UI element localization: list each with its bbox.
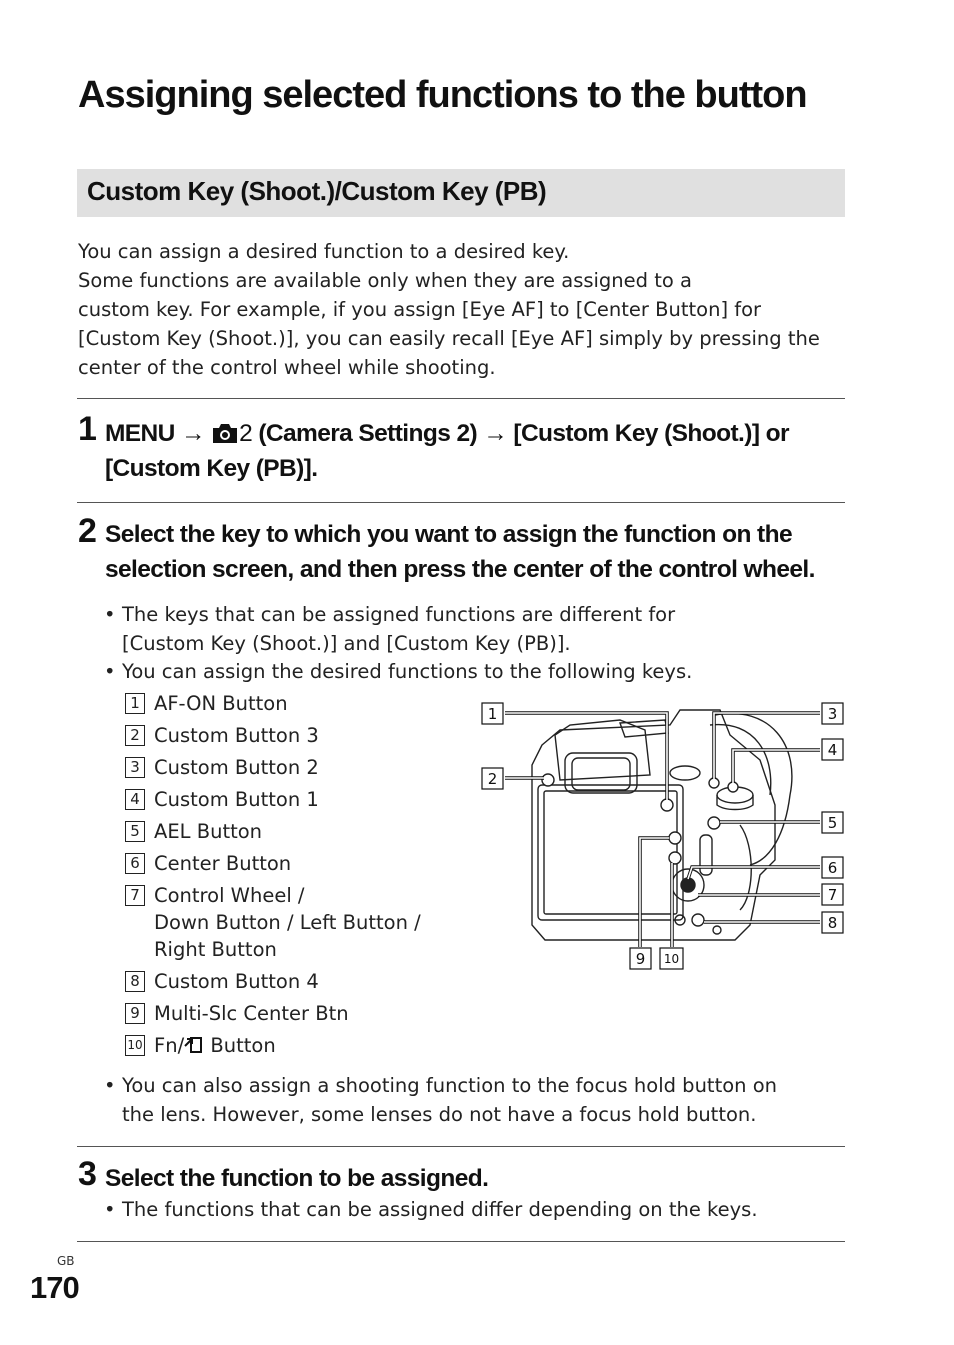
step-1-line-2: [Custom Key (PB)]. [105, 455, 318, 482]
region-label: GB [57, 1254, 75, 1268]
leader-line-6 [688, 867, 820, 879]
grip-detail [700, 835, 712, 875]
key-number-box: 4 [125, 789, 145, 810]
divider [77, 1146, 845, 1147]
step-1-menu-item: [Custom Key (Shoot.)] or [513, 420, 789, 447]
lcd-inner [544, 791, 677, 914]
key-number-box: 1 [125, 693, 145, 714]
key-label: AF-ON Button [154, 692, 288, 715]
callout-5 [822, 812, 843, 833]
step-1-number: 1 [78, 410, 97, 448]
ael-button [708, 817, 720, 829]
lens-outline [715, 713, 792, 865]
intro-line: Some functions are available only when they are assigned to a [78, 269, 692, 292]
intro-paragraph [78, 237, 848, 382]
hot-shoe [620, 720, 668, 737]
bullet-text: You can also assign a shooting function to the focus hold button on [122, 1074, 777, 1097]
callout-3 [822, 703, 843, 724]
bullet-item: • You can assign the desired functions to the following keys. [104, 658, 692, 687]
key-item [125, 818, 465, 845]
callout-8 [822, 912, 843, 933]
leader-line-9 [640, 838, 669, 947]
camera-body-outline [532, 710, 775, 940]
bullet-item [104, 601, 692, 658]
key-number-box: 2 [125, 725, 145, 746]
menu-label: MENU [105, 420, 175, 447]
key-list [125, 690, 465, 1064]
key-number-box: 5 [125, 821, 145, 842]
key-label: Control Wheel / Down Button / Left Button / Right Button [154, 884, 421, 961]
step-1-menu-name: (Camera Settings 2) [258, 420, 478, 447]
step-2-number: 2 [78, 512, 97, 550]
svg-text:7: 7 [827, 886, 838, 904]
key-label: Custom Button 3 [154, 724, 319, 747]
key-number-box: 9 [125, 1003, 145, 1024]
key-label: Custom Button 1 [154, 788, 319, 811]
svg-text:10: 10 [663, 952, 680, 966]
camera-tab-number: 2 [239, 420, 253, 447]
key-item [125, 882, 465, 963]
svg-text:4: 4 [827, 741, 838, 759]
custom-button-3 [542, 774, 554, 786]
svg-text:3: 3 [827, 705, 838, 723]
arrow-icon: → [483, 420, 508, 447]
center-button [681, 878, 695, 892]
svg-text:8: 8 [827, 914, 838, 932]
key-label [154, 1032, 276, 1059]
page-number: 170 [30, 1270, 79, 1305]
intro-line: custom key. For example, if you assign [Eye AF] to [Center Button] for [78, 298, 762, 321]
bullet-text: [Custom Key (Shoot.)] and [Custom Key (PB)]. [122, 631, 571, 655]
key-item [125, 1000, 465, 1027]
callout-10 [660, 948, 683, 969]
key-number-box: 7 [125, 885, 145, 906]
custom-button-4 [692, 914, 704, 926]
key-item [125, 690, 465, 717]
intro-line: center of the control wheel while shooting. [78, 356, 496, 379]
send-to-smartphone-icon [184, 1034, 204, 1054]
step-1-line-1 [105, 416, 789, 451]
camera-back-diagram [470, 695, 850, 980]
step-2-line-2: selection screen, and then press the center of the control wheel. [105, 556, 815, 583]
bullet-item [104, 1072, 777, 1129]
callout-4 [822, 739, 843, 760]
page-title: Assigning selected functions to the button [78, 74, 807, 116]
divider [77, 502, 845, 503]
step-2-bullets [104, 601, 692, 687]
key-label: Multi-Slc Center Btn [154, 1002, 349, 1025]
key-item [125, 786, 465, 813]
key-item [125, 850, 465, 877]
key-item [125, 722, 465, 749]
key-number-box: 3 [125, 757, 145, 778]
callout-9 [630, 948, 651, 969]
key-label: Center Button [154, 852, 292, 875]
key-number-box: 10 [125, 1035, 145, 1056]
custom-button-1 [728, 782, 738, 792]
af-on-button [661, 799, 673, 811]
fn-button [669, 852, 681, 864]
key-item [125, 1032, 465, 1059]
step-3-number: 3 [78, 1155, 97, 1193]
multi-slc-button [669, 832, 681, 844]
callout-2 [482, 768, 503, 789]
intro-line: You can assign a desired function to a desired key. [78, 240, 570, 263]
exposure-dial [670, 766, 700, 780]
key-number-box: 6 [125, 853, 145, 874]
key-label-text: Fn/ [154, 1034, 185, 1057]
custom-button-2 [709, 778, 719, 788]
leader-line-4 [733, 750, 820, 783]
step-2-extra-bullets [104, 1072, 777, 1129]
svg-text:1: 1 [487, 705, 498, 723]
key-label: Custom Button 4 [154, 970, 319, 993]
svg-text:6: 6 [827, 859, 838, 877]
callout-6 [822, 857, 843, 878]
key-item [125, 754, 465, 781]
section-title: Custom Key (Shoot.)/Custom Key (PB) [87, 176, 547, 206]
camera-icon [211, 422, 239, 444]
bullet-item: • The functions that can be assigned differ depending on the keys. [104, 1196, 758, 1225]
step-3-title: Select the function to be assigned. [105, 1165, 489, 1192]
svg-text:5: 5 [827, 814, 838, 832]
key-item [125, 968, 465, 995]
callout-7 [822, 884, 843, 905]
bullet-text: the lens. However, some lenses do not have a focus hold button. [122, 1102, 757, 1126]
key-label: AEL Button [154, 820, 263, 843]
intro-line: [Custom Key (Shoot.)], you can easily recall [Eye AF] simply by pressing the [78, 327, 820, 350]
divider [77, 1241, 845, 1242]
bullet-text: The keys that can be assigned functions are different for [122, 603, 676, 626]
arrow-icon: → [180, 420, 205, 447]
svg-text:9: 9 [635, 950, 646, 968]
callout-1 [482, 703, 503, 724]
key-label: Custom Button 2 [154, 756, 319, 779]
svg-text:2: 2 [487, 770, 498, 788]
step-2-line-1: Select the key to which you want to assign the function on the [105, 521, 792, 548]
key-label-suffix: Button [204, 1034, 276, 1057]
divider [77, 398, 845, 399]
key-number-box: 8 [125, 971, 145, 992]
step-3-bullets [104, 1196, 758, 1225]
